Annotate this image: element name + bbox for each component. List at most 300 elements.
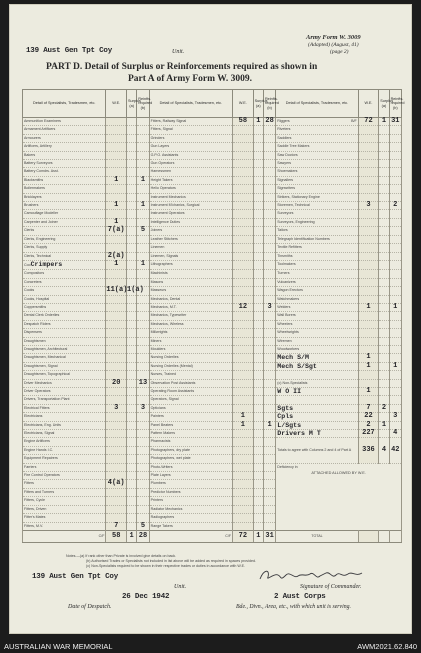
surplus-value xyxy=(253,218,263,226)
reinf-value xyxy=(137,244,149,252)
we-value: 1 xyxy=(233,413,254,421)
total-surplus xyxy=(379,530,389,542)
reinf-value xyxy=(263,270,275,278)
reinf-value xyxy=(137,438,149,446)
reinf-value xyxy=(263,235,275,243)
surplus-value xyxy=(127,329,137,337)
specialist-label xyxy=(276,260,358,269)
specialist-label xyxy=(149,210,232,218)
specialist-name: Opticians xyxy=(150,405,166,410)
reinf-value xyxy=(263,134,275,142)
surplus-value xyxy=(253,505,263,513)
specialist-name: Gun Operators xyxy=(150,161,175,166)
specialist-label xyxy=(23,514,106,522)
surplus-value xyxy=(127,488,137,496)
table-row xyxy=(23,218,402,226)
table-row xyxy=(23,185,402,193)
we-value xyxy=(106,488,127,496)
specialist-name: Photographers, dry plate xyxy=(150,447,190,452)
specialist-name: Nursing Orderlies (Mental) xyxy=(150,363,193,368)
reinf-value xyxy=(263,210,275,218)
we-value xyxy=(106,514,127,522)
reinf-value xyxy=(263,193,275,201)
reinf-value xyxy=(137,472,149,480)
specialist-name: Telegraph Identification Numbers xyxy=(277,236,330,241)
we-value xyxy=(358,312,379,320)
cf-surplus: 1 xyxy=(253,530,263,542)
specialist-label xyxy=(149,413,232,421)
reinf-value xyxy=(389,320,401,328)
table-row xyxy=(23,202,402,210)
surplus-value xyxy=(127,270,137,278)
specialist-label xyxy=(23,455,106,463)
we-value: 1 xyxy=(106,202,127,210)
reinf-value xyxy=(137,210,149,218)
deficiency-label: Deficiency in xyxy=(277,464,298,469)
form-title-line1: PART D. Detail of Surplus or Reinforcements required as shown in xyxy=(46,62,318,72)
surplus-value xyxy=(253,362,263,370)
table-row xyxy=(23,252,402,260)
table-row xyxy=(23,413,402,421)
specialist-label xyxy=(149,379,232,387)
we-value xyxy=(106,362,127,370)
table-row xyxy=(23,151,402,159)
reinf-value xyxy=(137,160,149,168)
reinf-value: 1 xyxy=(137,176,149,184)
we-value xyxy=(233,312,254,320)
surplus-value xyxy=(379,134,389,142)
we-value: 4(a) xyxy=(107,479,125,488)
table-row xyxy=(23,337,402,345)
specialist-label xyxy=(23,329,106,337)
reinf-value: 31 xyxy=(389,118,401,126)
typed-entry: L/Sgts xyxy=(277,421,302,429)
specialist-label xyxy=(149,270,232,278)
table-row xyxy=(23,354,402,362)
specialist-name: Clerks, Technical xyxy=(24,253,52,258)
surplus-value xyxy=(127,193,137,201)
specialist-name: Height Takers xyxy=(150,177,173,182)
specialist-label xyxy=(23,176,106,184)
surplus-value xyxy=(127,413,137,421)
specialist-name: Coppersmiths xyxy=(24,304,47,309)
surplus-value xyxy=(379,287,389,295)
we-value xyxy=(106,430,127,438)
specialist-label xyxy=(23,287,106,295)
specialist-name: Linemen xyxy=(150,245,165,250)
specialist-name: Photo-Writers xyxy=(150,464,173,469)
we-value xyxy=(233,260,254,269)
surplus-value xyxy=(127,522,137,530)
deficiency-value: ATTACHED ALLOWED BY W.E. xyxy=(311,470,366,475)
specialist-name: Compositors xyxy=(24,271,45,276)
reinf-value xyxy=(263,446,275,454)
table-row xyxy=(23,126,402,134)
surplus-value xyxy=(253,252,263,260)
surplus-value xyxy=(253,388,263,396)
specialist-name: Boilermakers xyxy=(24,186,45,191)
specialist-label xyxy=(276,379,358,387)
reinf-value: 5 xyxy=(137,227,149,235)
specialist-name: Signwriters xyxy=(277,186,296,191)
typed-entry: Mech S/Sgt xyxy=(277,362,317,370)
reinf-value xyxy=(263,522,275,530)
we-value xyxy=(358,270,379,278)
specialist-label xyxy=(23,193,106,201)
surplus-value xyxy=(127,421,137,429)
specialist-name: Instrument Mechanics xyxy=(150,194,186,199)
specialist-name: Plumbers xyxy=(150,481,166,486)
we-value xyxy=(106,320,127,328)
specialist-name: Wiremen xyxy=(277,338,292,343)
we-value: 2 xyxy=(358,421,379,429)
specialist-name: Electricians, Eng. Units xyxy=(24,422,61,427)
reinf-value xyxy=(137,270,149,278)
table-row xyxy=(23,362,402,370)
cf-surplus: 1 xyxy=(127,530,137,542)
we-value xyxy=(106,371,127,379)
specialist-label xyxy=(149,488,232,496)
specialist-label xyxy=(276,252,358,260)
specialist-label xyxy=(23,312,106,320)
reinf-value xyxy=(263,337,275,345)
specialist-name: Engine Artificers xyxy=(24,439,50,444)
specialist-name: Ammunition Examiners xyxy=(24,119,61,123)
surplus-value xyxy=(127,362,137,370)
we-value xyxy=(106,446,127,454)
surplus-value xyxy=(379,379,389,387)
reinf-value xyxy=(263,455,275,463)
specialist-name: Electrical Fitters xyxy=(24,405,50,410)
specialist-label xyxy=(276,143,358,151)
specialist-label xyxy=(276,278,358,286)
surplus-value xyxy=(127,168,137,176)
specialist-label xyxy=(23,151,106,159)
we-value xyxy=(233,287,254,295)
we-value: 2(a) xyxy=(107,251,125,260)
table-row xyxy=(23,312,402,320)
we-value xyxy=(358,287,379,295)
table-row xyxy=(23,134,402,142)
specialist-name: Fitters xyxy=(24,481,34,486)
specialist-name: Sawyers xyxy=(277,161,292,166)
specialist-name: Mechanics, Typewriter xyxy=(150,313,187,318)
reinf-value xyxy=(389,396,401,404)
signature-label: Signature of Commander. xyxy=(300,584,362,590)
reinf-value xyxy=(389,287,401,295)
specialist-name: Armourers xyxy=(24,135,41,140)
typed-entry: W O II xyxy=(277,388,302,395)
reinf-value: 3 xyxy=(137,404,149,412)
reinf-value: 4 xyxy=(389,430,401,438)
specialist-name: Brushers xyxy=(24,203,39,208)
surplus-value xyxy=(253,235,263,243)
specialist-name: Wall Borers xyxy=(277,313,296,318)
total-reinf xyxy=(389,530,401,542)
we-value xyxy=(233,168,254,176)
signoff-unit-label: Unit. xyxy=(174,584,187,590)
specialist-name: Clerks xyxy=(24,228,35,233)
specialist-label xyxy=(276,430,358,438)
surplus-value xyxy=(253,278,263,286)
specialist-label xyxy=(23,463,106,471)
reinf-value xyxy=(137,446,149,454)
we-value xyxy=(106,151,127,159)
we-value: 7 xyxy=(106,522,127,530)
surplus-value xyxy=(127,379,137,387)
form-title-line2: Part A of Army Form W. 3009. xyxy=(128,74,253,84)
specialist-name: Operating Room Assistants xyxy=(150,389,195,393)
totals-label-cell xyxy=(276,438,358,463)
unit-label: Unit. xyxy=(172,49,185,55)
specialist-name: Fitters, Signal xyxy=(150,127,173,132)
specialist-label xyxy=(276,320,358,328)
surplus-value xyxy=(253,193,263,201)
we-value xyxy=(106,303,127,311)
reinf-value xyxy=(263,497,275,505)
specialist-label xyxy=(149,303,232,311)
we-value xyxy=(106,160,127,168)
specialist-label xyxy=(276,126,358,134)
reinf-value xyxy=(263,472,275,480)
specialist-label xyxy=(23,388,106,396)
we-value: 1 xyxy=(106,176,127,184)
specialist-label xyxy=(23,278,106,286)
form-adapted: (Adapted) (August, 41) xyxy=(308,42,359,48)
reinf-value xyxy=(137,480,149,488)
typed-entry: Sgts xyxy=(277,404,294,412)
we-value: 22 xyxy=(358,413,379,421)
we-value xyxy=(233,446,254,454)
table-row xyxy=(23,430,402,438)
specialist-label xyxy=(149,514,232,522)
surplus-value xyxy=(253,202,263,210)
specialist-name: Fitters, Cycle xyxy=(24,498,45,503)
we-value: 3 xyxy=(106,404,127,412)
total-label: TOTAL xyxy=(276,530,358,542)
specialist-name: Signallers xyxy=(277,177,294,182)
we-value xyxy=(233,126,254,134)
we-value: 1 xyxy=(106,218,127,226)
reinf-value: 13 xyxy=(138,378,148,387)
reinf-value xyxy=(263,176,275,184)
surplus-value xyxy=(127,252,137,260)
specialist-name: Nurses, Trained xyxy=(150,372,177,377)
note-c: (c) Non-Specialists required to be shown in their respective trades or duties in accordance with W.E. xyxy=(86,564,245,568)
specialist-label xyxy=(149,218,232,226)
specialist-name: Strikers, Stationary Engine xyxy=(277,194,320,199)
specialist-name: Riggers xyxy=(277,119,290,123)
we-value xyxy=(106,244,127,252)
surplus-value xyxy=(127,118,137,126)
specialist-name: Clerks, Supply xyxy=(24,245,48,250)
surplus-value: 1 xyxy=(253,118,263,126)
we-value xyxy=(233,218,254,226)
form-number: Army Form W. 3009 xyxy=(306,34,361,41)
specialist-name: Coo xyxy=(24,262,31,267)
specialist-name: Harnessmen xyxy=(150,169,172,174)
signoff-unit-typed: 139 Aust Gen Tpt Coy xyxy=(32,573,119,581)
reinf-value xyxy=(137,362,149,370)
specialist-name: Concreters xyxy=(24,279,42,284)
we-value xyxy=(106,455,127,463)
surplus-value xyxy=(253,488,263,496)
we-value xyxy=(106,185,127,193)
specialist-name: Electricians, Signal xyxy=(24,431,55,436)
specialist-name: Vulcanizers xyxy=(277,279,296,284)
specialist-name: Moulders xyxy=(150,346,166,351)
surplus-value xyxy=(253,329,263,337)
specialist-label xyxy=(149,227,232,235)
we-value xyxy=(233,345,254,353)
cf-we: 58 xyxy=(106,530,127,542)
we-value: 11(a) xyxy=(106,286,128,295)
specialist-name: Nursing Orderlies xyxy=(150,355,179,360)
reinf-value: 3 xyxy=(389,413,401,421)
surplus-value xyxy=(379,218,389,226)
reinf-value xyxy=(389,126,401,134)
we-value xyxy=(233,472,254,480)
surplus-value xyxy=(253,270,263,278)
specialist-label xyxy=(149,287,232,295)
specialist-name: Blacksmiths xyxy=(24,177,44,182)
specialist-label xyxy=(23,413,106,421)
specialist-name: Fitters and Turners xyxy=(24,489,55,494)
we-value xyxy=(358,160,379,168)
cf-label: C/F xyxy=(23,530,106,542)
surplus-value xyxy=(253,168,263,176)
we-value xyxy=(233,329,254,337)
specialist-name: Wagon Erectors xyxy=(277,288,303,293)
surplus-value xyxy=(253,185,263,193)
surplus-value xyxy=(379,312,389,320)
col-header-we: W.E. xyxy=(233,90,254,118)
we-value xyxy=(358,134,379,142)
we-value xyxy=(358,176,379,184)
specialist-name: Equipment Repairers xyxy=(24,456,58,461)
specialist-name: Fitters, M.V. xyxy=(24,523,44,528)
we-value xyxy=(358,252,379,260)
form-page xyxy=(9,4,412,634)
despatch-date-typed: 26 Dec 1942 xyxy=(122,593,170,601)
reinf-value xyxy=(263,354,275,362)
specialist-label xyxy=(149,430,232,438)
specialist-name: Riveters xyxy=(277,127,291,132)
reinf-value xyxy=(137,514,149,522)
surplus-value xyxy=(379,202,389,210)
reinf-value xyxy=(137,312,149,320)
specialist-name: Wheelwrights xyxy=(277,330,299,335)
we-value: 7 xyxy=(358,404,379,412)
we-value xyxy=(233,270,254,278)
surplus-value xyxy=(127,320,137,328)
specialist-name: Draughtsmen, Architectural xyxy=(24,346,68,351)
surplus-value xyxy=(253,134,263,142)
specialist-label xyxy=(276,413,358,421)
reinf-value xyxy=(263,218,275,226)
surplus-value xyxy=(127,151,137,159)
col-header-surplus: Surplus (a) xyxy=(253,90,263,118)
formation-label: Bde., Divn., Area, etc., with which unit is serving. xyxy=(236,604,351,610)
we-value xyxy=(233,362,254,370)
specialist-name: Fitters, Driven xyxy=(24,506,47,511)
surplus-value xyxy=(379,168,389,176)
specialist-label xyxy=(23,362,106,370)
specialist-label xyxy=(149,463,232,471)
archive-id: AWM2021.62.840 xyxy=(357,642,417,651)
surplus-value xyxy=(253,320,263,328)
reinf-value xyxy=(389,329,401,337)
specialist-label xyxy=(149,134,232,142)
surplus-value xyxy=(253,312,263,320)
we-value xyxy=(106,118,127,126)
specialist-name: Instrument M'chanics, Surgical xyxy=(150,203,200,208)
specialist-label xyxy=(276,193,358,201)
we-value xyxy=(233,193,254,201)
surplus-value xyxy=(379,126,389,134)
specialist-name: Mechanics, M.T. xyxy=(150,304,177,309)
we-value: 7(a) xyxy=(107,226,125,235)
we-value xyxy=(233,202,254,210)
totals-surplus: 4 xyxy=(379,438,389,463)
surplus-value xyxy=(379,371,389,379)
reinf-value xyxy=(263,463,275,471)
table-row xyxy=(23,329,402,337)
specialist-name: Carpenter and Joiner xyxy=(24,219,58,224)
we-value xyxy=(233,244,254,252)
specialist-name: Bricklayers xyxy=(24,194,42,199)
surplus-value xyxy=(379,430,389,438)
specialist-label xyxy=(149,354,232,362)
reinf-value xyxy=(137,143,149,151)
surplus-value xyxy=(127,235,137,243)
specialist-label xyxy=(276,160,358,168)
reinf-value xyxy=(389,388,401,396)
surplus-value xyxy=(127,446,137,454)
carry-forward-row xyxy=(23,530,402,542)
surplus-value xyxy=(253,176,263,184)
specialist-name: Fitter's Mates xyxy=(24,515,46,520)
we-value xyxy=(233,210,254,218)
reinf-value xyxy=(263,151,275,159)
reinf-value xyxy=(137,463,149,471)
form-page-number: (page 2) xyxy=(330,49,349,55)
specialist-label xyxy=(149,455,232,463)
we-value xyxy=(358,244,379,252)
reinf-value xyxy=(263,278,275,286)
table-row xyxy=(23,438,402,446)
we-value xyxy=(233,371,254,379)
specialist-label xyxy=(149,396,232,404)
surplus-value xyxy=(127,185,137,193)
we-value xyxy=(233,235,254,243)
we-value: 12 xyxy=(233,303,254,311)
we-value xyxy=(233,497,254,505)
specialist-label xyxy=(149,185,232,193)
specialist-name: Mechanics, Wireless xyxy=(150,321,184,326)
table-row xyxy=(23,210,402,218)
specialist-label xyxy=(23,404,106,412)
archive-footer xyxy=(0,640,421,653)
table-row xyxy=(23,227,402,235)
reinf-value xyxy=(389,337,401,345)
specialist-label xyxy=(276,303,358,311)
specialist-name: Saddle Tree Makers xyxy=(277,144,310,149)
we-value xyxy=(233,185,254,193)
reinf-value: 1 xyxy=(389,303,401,311)
specialist-name: Instrument Operators xyxy=(150,211,185,216)
we-value xyxy=(233,278,254,286)
